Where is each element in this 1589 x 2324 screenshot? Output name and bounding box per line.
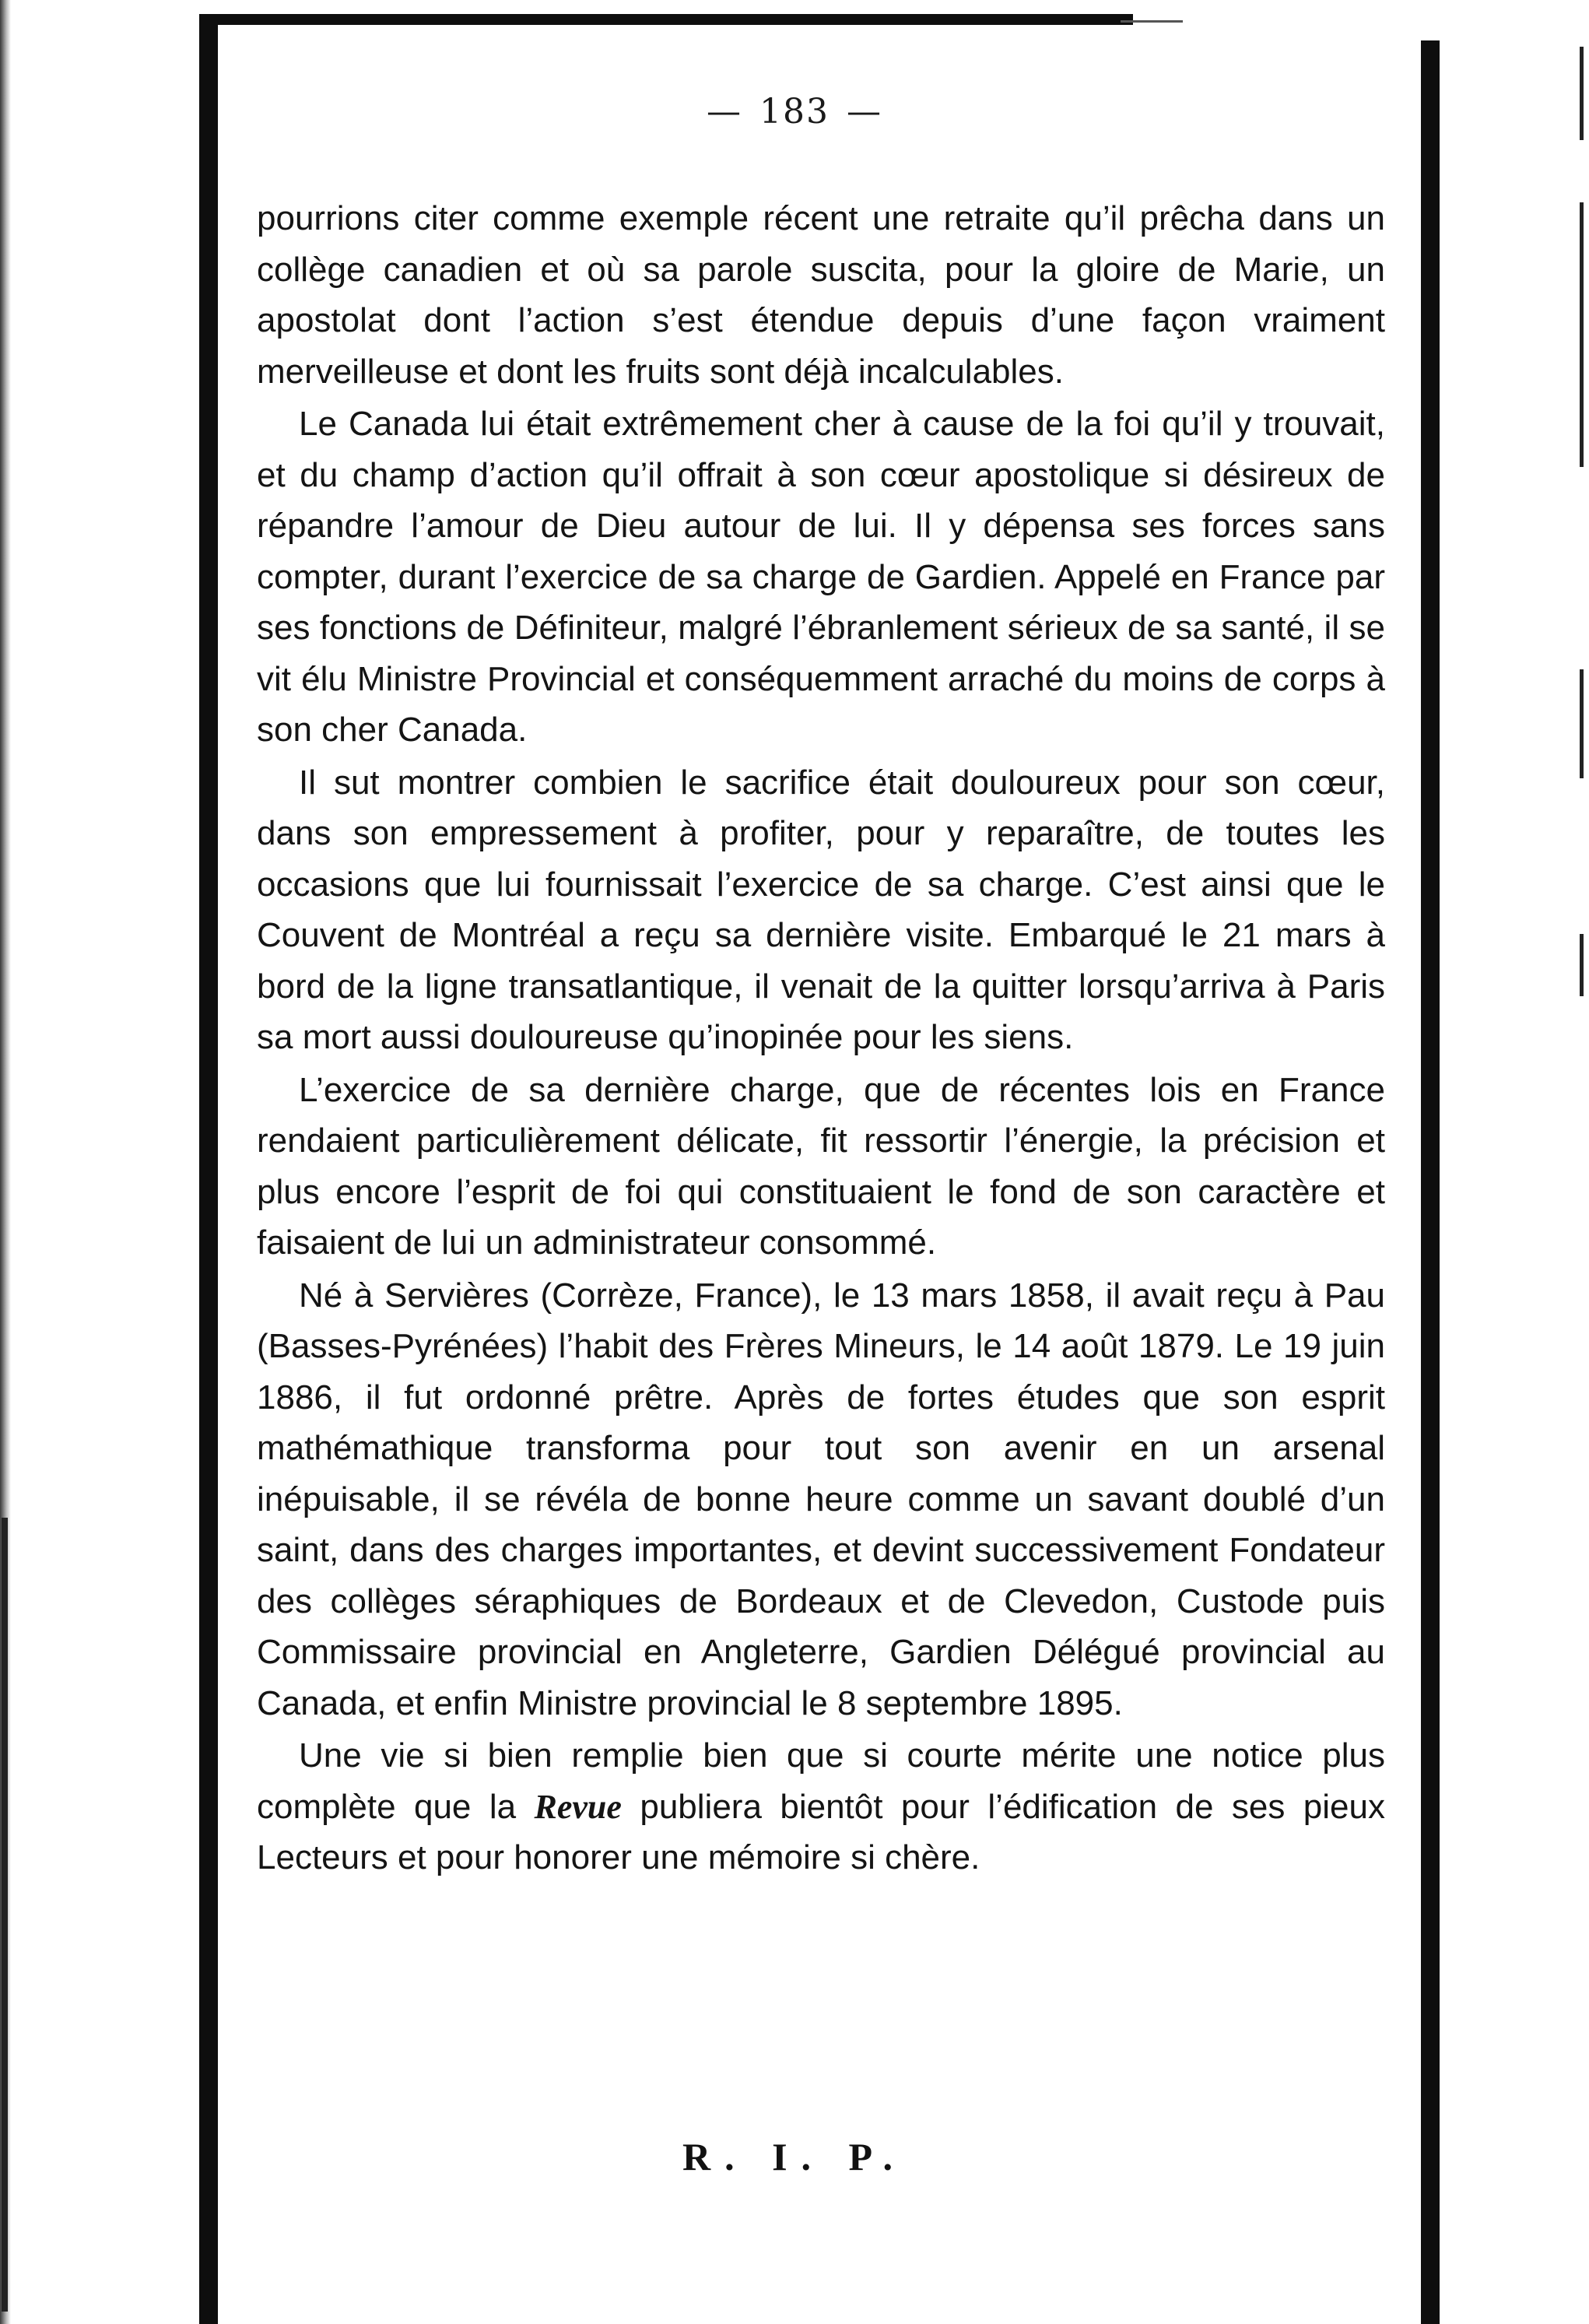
page-border-right	[1421, 40, 1440, 2324]
page-number-dash-left: —	[707, 92, 742, 132]
article-body	[257, 193, 1385, 1883]
page-border-top	[199, 14, 1133, 25]
scan-edge-right-mark	[1580, 934, 1584, 996]
paragraph-1: pourrions citer comme exemple récent une retraite qu’il prêcha dans un collège canadien et où sa parole suscita, pour la gloire de Marie, un apostolat dont l’action s’est étendue depuis d’une façon vraiment merveilleuse et dont les fruits sont déjà incalculables.	[257, 199, 1385, 391]
scan-edge-left-mark	[2, 1518, 8, 2312]
revue-title: Revue	[534, 1787, 622, 1826]
paragraph-6	[257, 1730, 1385, 1883]
paragraph-6-before: Une vie si bien remplie bien que si courte mérite une notice plus complète que la	[257, 1736, 1385, 1826]
page-border-left	[199, 14, 218, 2324]
paragraph-6-after: publiera bientôt pour l’édification de ses pieux Lecteurs et pour honorer une mémoire si chère.	[257, 1787, 1385, 1876]
paragraph-4: L’exercice de sa dernière charge, que de récentes lois en France rendaient particulièrement délicate, fit ressortir l’énergie, la précision et plus encore l’esprit de foi qui constituaient le fond de son caractère et faisaient de lui un administrateur consommé.	[257, 1070, 1385, 1262]
scan-edge-right-mark	[1580, 669, 1584, 778]
scan-edge-right-mark	[1580, 202, 1584, 467]
page-number	[0, 92, 1589, 132]
paragraph-3: Il sut montrer combien le sacrifice était douloureux pour son cœur, dans son empressement à profiter, pour y reparaître, de toutes les occasions que lui fournissait l’exercice de sa charge. C’est ainsi que le Couvent de Montréal a reçu sa dernière visite. Embarqué le 21 mars à bord de la ligne transatlantique, il venait de la quitter lorsqu’arriva à Paris sa mort aussi douloureuse qu’inopinée pour les siens.	[257, 763, 1385, 1056]
paragraph-2: Le Canada lui était extrêmement cher à cause de la foi qu’il y trouvait, et du champ d’action qu’il offrait à son cœur apostolique si désireux de répandre l’amour de Dieu autour de lui. Il y dépensa ses forces sans compter, durant l’exercice de sa charge de Gardien. Appelé en France par ses fonctions de Définiteur, malgré l’ébranlement sérieux de sa santé, il se vit élu Ministre Provincial et conséquemment arraché du moins de corps à son cher Canada.	[257, 405, 1385, 749]
page-number-dash-right: —	[846, 92, 882, 132]
closing-rip: R. I. P.	[682, 2135, 907, 2178]
paragraph-5: Né à Servières (Corrèze, France), le 13 mars 1858, il avait reçu à Pau (Basses-Pyrénées) l’habit des Frères Mineurs, le 14 août 1879. Le 19 juin 1886, il fut ordonné prêtre. Après de fortes études que son esprit mathémathique transforma pour tout son avenir en un arsenal inépuisable, il se révéla de bonne heure comme un savant doublé d’un saint, dans des charges importantes, et devint successivement Fondateur des collèges séraphiques de Bordeaux et de Clevedon, Custode puis Commissaire provincial en Angleterre, Gardien Délégué provincial au Canada, et enfin Ministre provincial le 8 septembre 1895.	[257, 1276, 1385, 1722]
page-border-top-thin	[1121, 20, 1183, 23]
page-number-value: 183	[759, 92, 830, 132]
